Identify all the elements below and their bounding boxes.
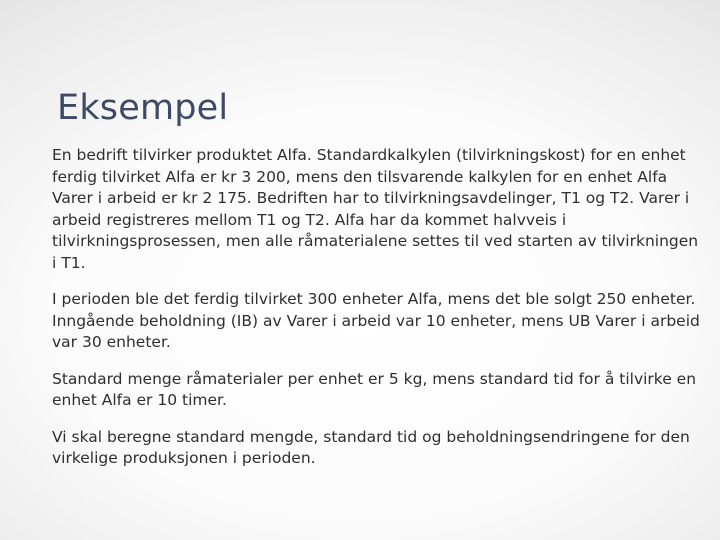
paragraph-task: Vi skal beregne standard mengde, standard tid og beholdningsendringene for den virkelige produksjonen i perioden. [52, 427, 690, 467]
paragraph-intro: En bedrift tilvirker produktet Alfa. Standardkalkylen (tilvirkningskost) for en enhet ferdig tilvirket Alfa er kr 3 200, mens den tilsvarende kalkylen for en enhet Alfa Varer i arbeid er kr 2 175. Bedriften har to tilvirkningsavdelinger, T1 og T2. Varer i arbeid registreres mellom T1 og T2. Alfa har da kommet halvveis i tilvirkningsprosessen, men alle råmaterialene settes til ved starten av tilvirkningen i T1. [52, 146, 699, 272]
paragraph-production: I perioden ble det ferdig tilvirket 300 enheter Alfa, mens det ble solgt 250 enheter. Inngående beholdning (IB) av Varer i arbeid var 10 enheter, mens UB Varer i arbeid var 30 enheter. [52, 290, 700, 351]
paragraph-standards: Standard menge råmaterialer per enhet er 5 kg, mens standard tid for å tilvirke en enhet Alfa er 10 timer. [52, 369, 697, 409]
slide-body [52, 145, 702, 485]
slide-title: Eksempel [57, 88, 229, 128]
